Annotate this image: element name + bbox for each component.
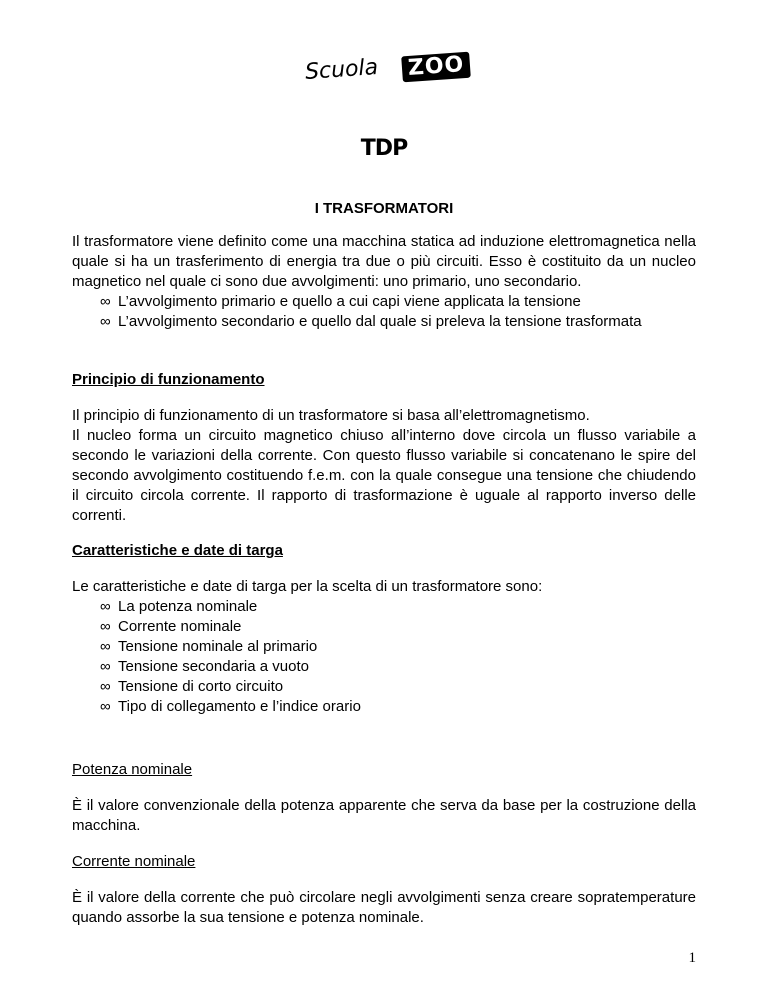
list-item: ∞ L’avvolgimento secondario e quello dal quale si preleva la tensione trasformata <box>100 313 642 330</box>
caratteristiche-heading: Caratteristiche e date di targa <box>72 542 283 559</box>
principio-paragraph: Il nucleo forma un circuito magnetico chiuso all’interno dove circola un flusso variabile a secondo le variazioni della corrente. Con questo flusso variabile si concatenano le spire del secondo avvolgimento costituendo f.e.m. con la quale consegue una tensione che chiudendo il circuito circola corrente. Il rapporto di trasformazione è uguale al rapporto inverso delle correnti. <box>72 427 696 524</box>
caratteristiche-bullet-list <box>72 597 696 717</box>
tdp-label: TDP <box>360 136 408 161</box>
caratteristiche-intro: Le caratteristiche e date di targa per la scelta di un trasformatore sono: <box>72 578 543 595</box>
bullet-icon: ∞ <box>100 618 111 635</box>
potenza-heading: Potenza nominale <box>72 761 193 778</box>
list-item: ∞ La potenza nominale <box>100 598 258 615</box>
intro-bullet-list <box>72 292 696 332</box>
list-item: ∞ Tensione nominale al primario <box>100 638 318 655</box>
page-number: 1 <box>688 950 696 966</box>
principio-line: Il principio di funzionamento di un trasformatore si basa all’elettromagnetismo. <box>72 407 590 424</box>
bullet-icon: ∞ <box>100 313 111 330</box>
bullet-icon: ∞ <box>100 678 111 695</box>
principio-body <box>72 406 696 526</box>
list-item: ∞ Corrente nominale <box>100 618 242 635</box>
intro-paragraph: Il trasformatore viene definito come una macchina statica ad induzione elettromagnetica nella quale si ha un trasferimento di energia tra due o più circuiti. Esso è costituito da un nucleo magnetico nel quale ci sono due avvolgimenti: uno primario, uno secondario. <box>72 233 696 290</box>
bullet-icon: ∞ <box>100 598 111 615</box>
corrente-section <box>72 852 696 872</box>
scuolazoo-logo <box>306 50 466 90</box>
principio-heading: Principio di funzionamento <box>72 371 265 388</box>
potenza-paragraph: È il valore convenzionale della potenza apparente che serva da base per la costruzione della macchina. <box>72 797 696 834</box>
corrente-heading: Corrente nominale <box>72 853 196 870</box>
logo-script-text: Scuola <box>304 54 379 85</box>
list-item: ∞ Tipo di collegamento e l’indice orario <box>100 698 361 715</box>
caratteristiche-body <box>72 577 696 717</box>
corrente-paragraph: È il valore della corrente che può circolare negli avvolgimenti senza creare sopratemperature quando assorbe la sua tensione e potenza nominale. <box>72 889 696 926</box>
bullet-icon: ∞ <box>100 658 111 675</box>
bullet-icon: ∞ <box>100 293 111 310</box>
list-item: ∞ L’avvolgimento primario e quello a cui capi viene applicata la tensione <box>100 293 581 310</box>
bullet-icon: ∞ <box>100 698 111 715</box>
potenza-section <box>72 760 696 780</box>
intro-section <box>72 232 696 332</box>
list-item: ∞ Tensione di corto circuito <box>100 678 284 695</box>
caratteristiche-section <box>72 541 696 561</box>
logo-box-text: ZOO <box>401 52 471 83</box>
list-item: ∞ Tensione secondaria a vuoto <box>100 658 309 675</box>
bullet-icon: ∞ <box>100 638 111 655</box>
document-title: I TRASFORMATORI <box>314 200 454 217</box>
principio-section <box>72 370 696 390</box>
